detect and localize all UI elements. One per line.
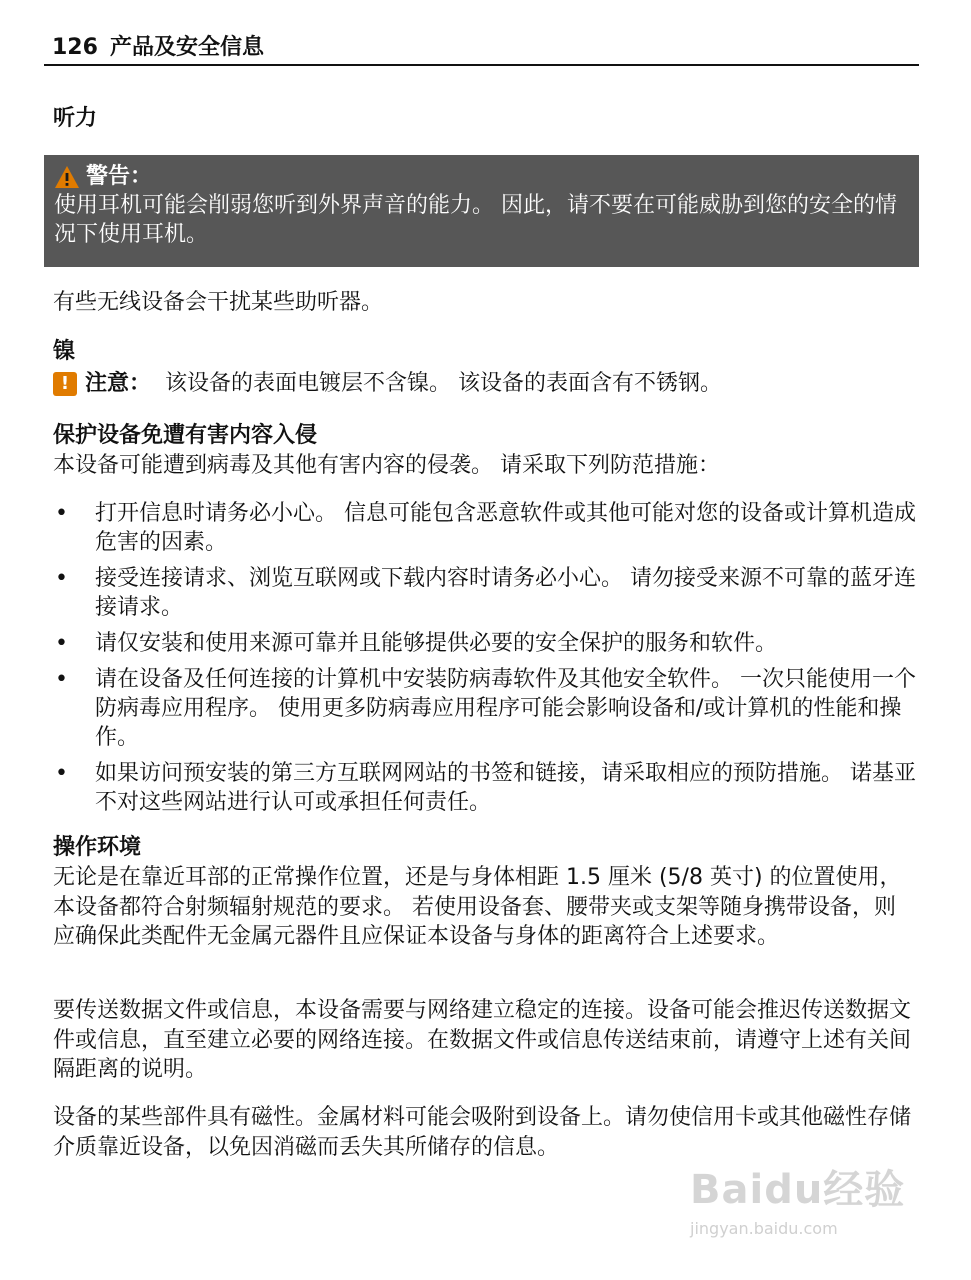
bullet-icon: • bbox=[55, 761, 68, 786]
hearing-heading: 听力 bbox=[53, 106, 98, 131]
warning-title: 警告： bbox=[86, 164, 153, 189]
page-header bbox=[44, 34, 919, 66]
watermark-logo: Baidu经验 bbox=[690, 1167, 906, 1213]
environment-paragraph-2: 要传送数据文件或信息，本设备需要与网络建立稳定的连接。设备可能会推迟传送数据文件或信息，直至建立必要的网络连接。在数据文件或信息传送结束前，请遵守上述有关间隔距离的说明。 bbox=[53, 998, 912, 1082]
nickel-note bbox=[53, 369, 722, 399]
section-title: 产品及安全信息 bbox=[109, 35, 264, 60]
note-text: 该设备的表面电镀层不含镍。 该设备的表面含有不锈钢。 bbox=[165, 371, 723, 396]
baidu-watermark bbox=[690, 1158, 930, 1258]
warning-box bbox=[44, 155, 919, 267]
page-number: 126 bbox=[52, 35, 98, 60]
list-item: • 请仅安装和使用来源可靠并且能够提供必要的安全保护的服务和软件。 bbox=[55, 631, 778, 656]
list-item: • 打开信息时请务必小心。 信息可能包含恶意软件或其他可能对您的设备或计算机造成危害的因素。 bbox=[55, 501, 916, 555]
list-item: • 请在设备及任何连接的计算机中安装防病毒软件及其他安全软件。 一次只能使用一个防病毒应用程序。 使用更多防病毒应用程序可能会影响设备和/或计算机的性能和操作。 bbox=[55, 667, 916, 750]
warning-text: 使用耳机可能会削弱您听到外界声音的能力。 因此，请不要在可能威胁到您的安全的情况下使用耳机。 bbox=[54, 193, 897, 247]
list-item: • 如果访问预安装的第三方互联网网站的书签和链接，请采取相应的预防措施。 诺基亚不对这些网站进行认可或承担任何责任。 bbox=[55, 761, 916, 815]
list-item: • 接受连接请求、浏览互联网或下载内容时请务必小心。 请勿接受来源不可靠的蓝牙连接请求。 bbox=[55, 566, 916, 620]
protect-intro: 本设备可能遭到病毒及其他有害内容的侵袭。 请采取下列防范措施： bbox=[53, 453, 720, 478]
nickel-heading: 镍 bbox=[53, 339, 76, 364]
bullet-icon: • bbox=[55, 501, 68, 526]
bullet-icon: • bbox=[55, 566, 68, 591]
hearing-aid-paragraph: 有些无线设备会干扰某些助听器。 bbox=[53, 290, 384, 315]
warning-title-row bbox=[54, 163, 152, 191]
protect-heading: 保护设备免遭有害内容入侵 bbox=[53, 423, 318, 448]
bullet-icon: • bbox=[55, 667, 68, 692]
protect-bullet-list bbox=[53, 499, 918, 824]
watermark-url: jingyan.baidu.com bbox=[690, 1219, 838, 1238]
exclamation-icon: ! bbox=[53, 372, 77, 396]
environment-paragraph-1: 无论是在靠近耳部的正常操作位置，还是与身体相距 1.5 厘米 (5/8 英寸) 的位置使用，本设备都符合射频辐射规范的要求。 若使用设备套、腰带夹或支架等随身携带设备，则应确保此类配件无金属元器件且应保证本设备与身体的距离符合上述要求。 bbox=[53, 865, 902, 949]
bullet-icon: • bbox=[55, 631, 68, 656]
environment-heading: 操作环境 bbox=[53, 835, 142, 860]
environment-paragraph-3: 设备的某些部件具有磁性。金属材料可能会吸附到设备上。请勿使信用卡或其他磁性存储介质靠近设备，以免因消磁而丢失其所储存的信息。 bbox=[53, 1105, 912, 1160]
warning-triangle-icon bbox=[54, 165, 80, 189]
note-label: 注意： bbox=[85, 371, 152, 396]
